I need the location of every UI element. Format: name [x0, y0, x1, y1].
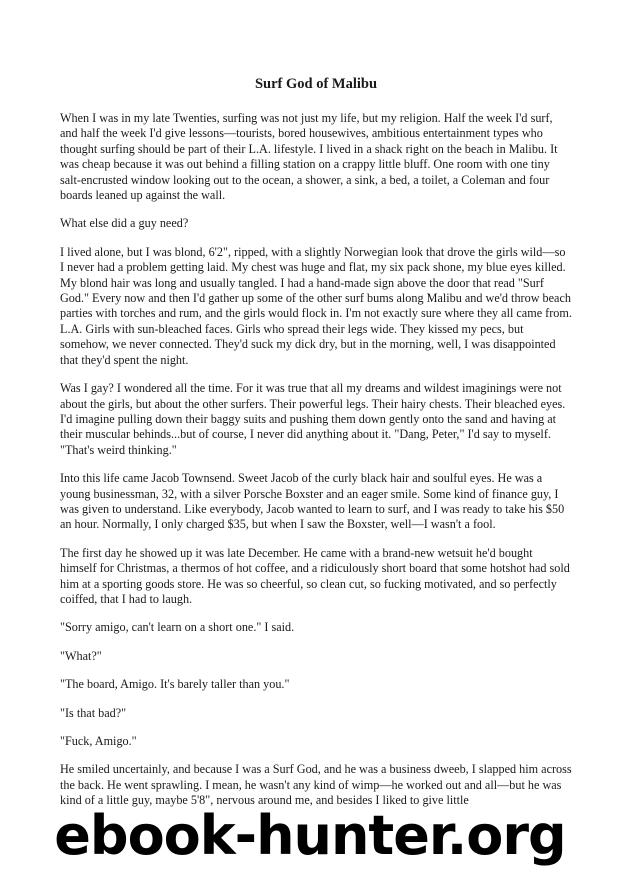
paragraph: "Fuck, Amigo."	[60, 734, 137, 748]
paragraph: "The board, Amigo. It's barely taller than you."	[60, 677, 290, 692]
paragraph: Was I gay? I wondered all the time. For it was true that all my dreams and wildest imaginings were not about the girls, but about the other surfers. Their powerful legs. Their hairy chests. Their bleached eyes. I'd imagine pulling down their baggy suits and pushing them down gently onto the sand and having at their muscular behinds...but of course, I never did anything about it. "Dang, Peter," I'd say to myself. "That's weird thinking."	[60, 381, 566, 457]
paragraph: "Sorry amigo, can't learn on a short one." I said.	[60, 620, 295, 635]
watermark: ebook-hunter.org	[54, 804, 566, 867]
paragraph: "Is that bad?"	[60, 705, 127, 720]
paragraph: When I was in my late Twenties, surfing was not just my life, but my religion. Half the week I'd surf, and half the week I'd give lessons—tourists, bored housewives, ambitious entertainment types who thought surfing should be part of their L.A. lifestyle. I lived in a shack right on the beach in Malibu. It was cheap because it was out behind a filling station on a crappy little bluff. One room with one tiny salt-encrusted window looking out to the ocean, a shower, a sink, a bed, a toilet, a Coleman and four boards leaned up against the wall.	[60, 111, 558, 203]
document-body	[60, 111, 572, 822]
paragraph: The first day he showed up it was late December. He came with a brand-new wetsuit he'd bought himself for Christmas, a thermos of hot coffee, and a ridiculously short board that some hotshot had sold him at a sporting goods store. He was so cheerful, so clean cut, so fucking motivated, and so perfectly coiffed, that I had to laugh.	[60, 545, 570, 606]
paragraph: What else did a guy need?	[60, 216, 189, 231]
document-title: Surf God of Malibu	[254, 76, 378, 92]
paragraph: Into this life came Jacob Townsend. Sweet Jacob of the curly black hair and soulful eyes. He was a young businessman, 32, with a silver Porsche Boxster and an eager smile. Some kind of finance guy, I was given to understand. Like everybody, Jacob wanted to learn to surf, and I was ready to take his $50 an hour. Normally, I only charged $35, but when I saw the Boxster, well—I wasn't a fool.	[60, 471, 565, 532]
paragraph: "What?"	[60, 648, 102, 663]
paragraph: He smiled uncertainly, and because I was a Surf God, and he was a business dweeb, I slapped him across the back. He went sprawling. I mean, he wasn't any kind of wimp—he worked out and all—but he was kind of a little guy, maybe 5'8", nervous around me, and besides I liked to give little	[60, 762, 572, 808]
paragraph: I lived alone, but I was blond, 6'2", ripped, with a slightly Norwegian look that drove the girls wild—so I never had a problem getting laid. My chest was huge and flat, my six pack shone, my blue eyes killed. My blond hair was long and usually tangled. I had a hand-made sign above the door that read "Surf God." Every now and then I'd gather up some of the other surf bums along Malibu and we'd throw beach parties with torches and rum, and the girls would flock in. I'm not exactly sure where they all came from. L.A. Girls with sun-bleached faces. Girls who spread their legs wide. They kissed my pecs, but somehow, we never connected. They'd suck my dick dry, but in the morning, well, I was disappointed that they'd spent the night.	[60, 244, 572, 367]
